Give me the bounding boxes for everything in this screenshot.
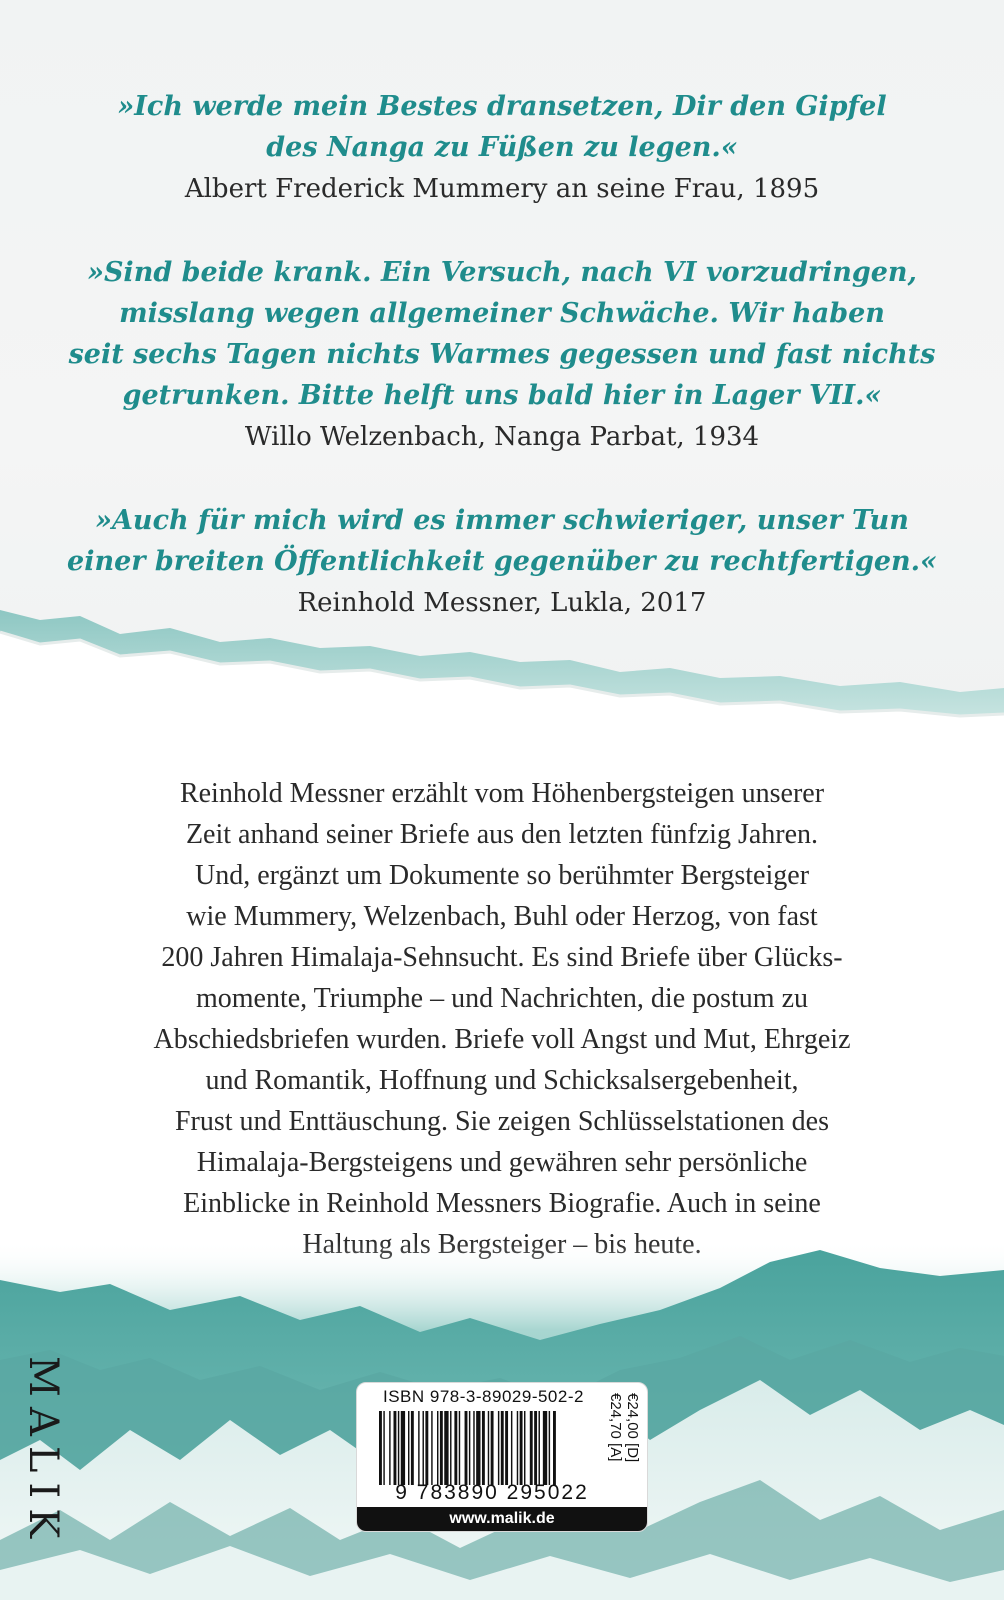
quote-source: Willo Welzenbach, Nanga Parbat, 1934 (244, 422, 760, 452)
barcode-bar (491, 1411, 494, 1485)
blurb-line: Und, ergänzt um Dokumente so berühmter Bergsteiger (194, 860, 810, 891)
barcode-bar (530, 1411, 533, 1485)
barcode-bar (465, 1411, 468, 1485)
barcode-bar (473, 1411, 474, 1485)
barcode-bar (418, 1411, 419, 1485)
publisher-logo-text: MALIK (20, 1356, 66, 1549)
barcode-bar (401, 1411, 405, 1485)
quote-source: Albert Frederick Mummery an seine Frau, 1895 (184, 174, 820, 204)
barcode-bar (482, 1411, 485, 1485)
price-at: €24,70 [A] (607, 1393, 624, 1462)
blurb-line: Abschiedsbriefen wurden. Briefe voll Angst und Mut, Ehrgeiz (153, 1024, 851, 1055)
barcode-bar (520, 1411, 523, 1485)
barcode-bar (423, 1411, 424, 1485)
barcode-bar (476, 1411, 480, 1485)
barcode-bar (444, 1411, 448, 1485)
blurb-line: 200 Jahren Himalaja-Sehnsucht. Es sind Briefe über Glücks- (161, 942, 843, 973)
price-de: €24,00 [D] (624, 1393, 641, 1463)
blurb-line: momente, Triumphe – und Nachrichten, die postum zu (195, 983, 809, 1014)
barcode-bar (394, 1411, 397, 1485)
blurb-line: Himalaja-Bergsteigens und gewähren sehr persönliche (196, 1147, 808, 1178)
barcode-bar (549, 1411, 550, 1485)
barcode-bar (398, 1411, 399, 1485)
barcode-bar (488, 1411, 489, 1485)
publisher-website: www.malik.de (357, 1507, 647, 1531)
blurb-line: Einblicke in Reinhold Messners Biografie. Auch in seine (183, 1188, 821, 1219)
quote-text: »Sind beide krank. Ein Versuch, nach VI vorzudringen, misslang wegen allgemeiner Schwäche. Wir haben seit sechs Tagen nichts Warmes gegessen und fast nichts getrunken. Bitte helft uns bald hier in Lager VII.« (68, 257, 936, 411)
blurb-line: wie Mummery, Welzenbach, Buhl oder Herzog, von fast (186, 901, 818, 932)
price-info (607, 1393, 647, 1493)
barcode-bar (539, 1411, 540, 1485)
barcode-bar (437, 1411, 438, 1485)
blurb-line: Frust und Enttäuschung. Sie zeigen Schlüsselstationen des (174, 1106, 830, 1137)
barcode-bar (459, 1411, 460, 1485)
barcode-bar (411, 1411, 414, 1485)
barcode-bar (524, 1411, 525, 1485)
blurb-line: Zeit anhand seiner Briefe aus den letzten fünfzig Jahren. (185, 819, 819, 850)
barcode-bar (408, 1411, 409, 1485)
barcode-bar (534, 1411, 537, 1485)
quote-source: Reinhold Messner, Lukla, 2017 (297, 588, 707, 618)
blurb-line: Reinhold Messner erzählt vom Höhenbergsteigen unserer (179, 778, 825, 809)
barcode-bar (498, 1411, 499, 1485)
barcode-bar (501, 1411, 504, 1485)
barcode-bar (543, 1411, 547, 1485)
barcode-bar (505, 1411, 508, 1485)
barcode-bar (517, 1411, 518, 1485)
barcode-bar (511, 1411, 512, 1485)
barcode-bar (469, 1411, 470, 1485)
barcode-bars (379, 1411, 605, 1485)
quote-3 (0, 500, 1004, 624)
barcode-bar (425, 1411, 428, 1485)
barcode-bar (389, 1411, 390, 1485)
book-blurb (60, 773, 944, 1265)
quote-text: »Ich werde mein Bestes dransetzen, Dir den Gipfel des Nanga zu Füßen zu legen.« (117, 91, 887, 163)
quote-1 (0, 86, 1004, 210)
blurb-line: und Romantik, Hoffnung und Schicksalsergebenheit, (205, 1065, 799, 1096)
barcode-number: 9 783890 295022 (395, 1481, 589, 1504)
barcode-label (356, 1382, 648, 1532)
barcode-bar (450, 1411, 451, 1485)
barcode-bar (379, 1411, 382, 1485)
barcode-bar (383, 1411, 384, 1485)
publisher-logo (20, 1356, 66, 1549)
quote-2 (0, 252, 1004, 458)
quotes-section (0, 86, 1004, 666)
barcode-bar (553, 1411, 556, 1485)
barcode-bar (440, 1411, 443, 1485)
quote-text: »Auch für mich wird es immer schwieriger, unser Tun einer breiten Öffentlichkeit gegenüber zu rechtfertigen.« (67, 505, 937, 577)
barcode-bar (454, 1411, 457, 1485)
isbn-text: ISBN 978-3-89029-502-2 (383, 1387, 584, 1406)
barcode-bar (431, 1411, 432, 1485)
